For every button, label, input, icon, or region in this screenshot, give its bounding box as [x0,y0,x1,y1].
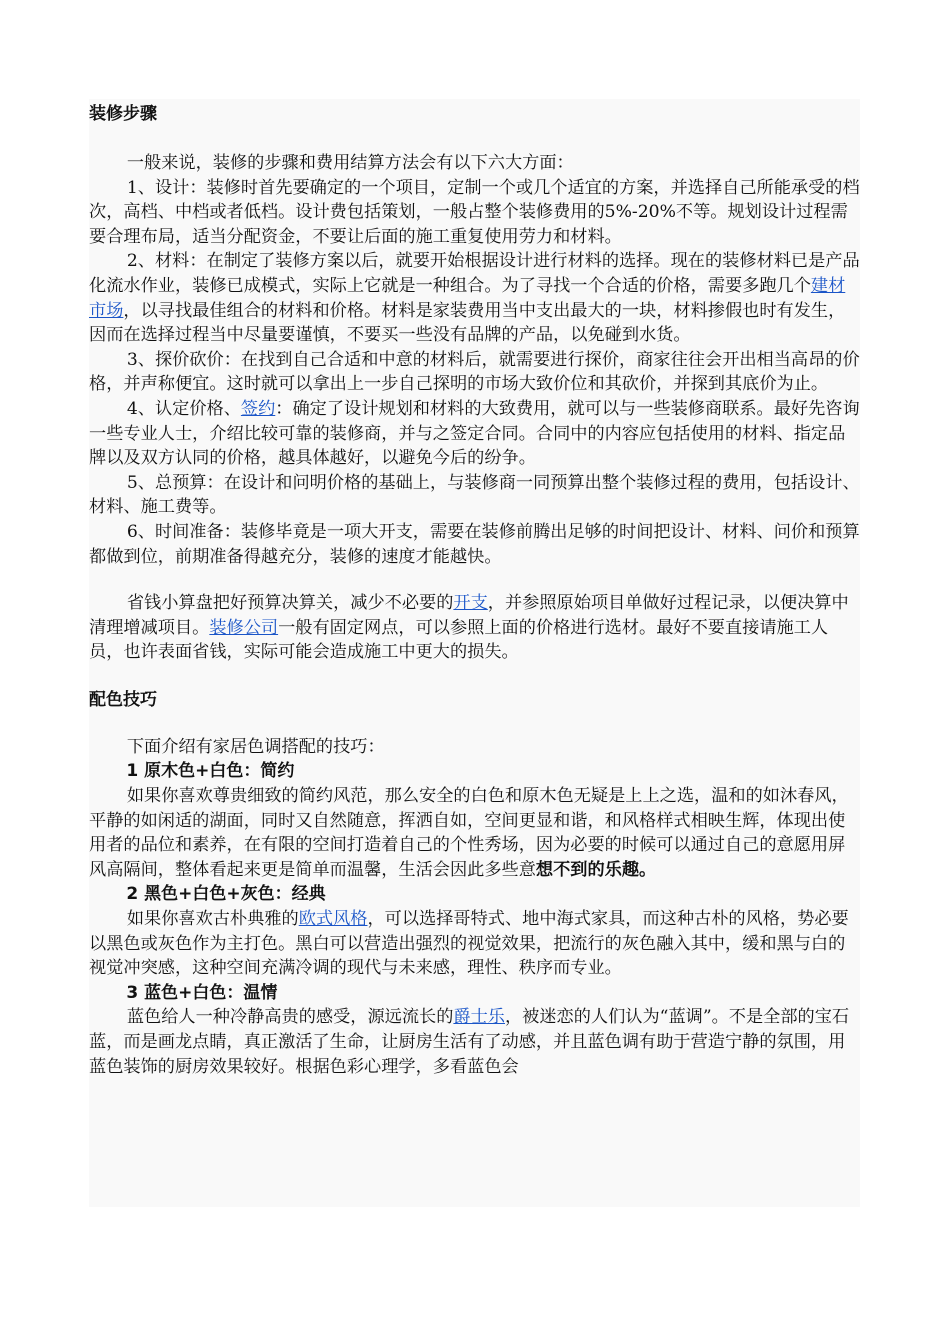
color-scheme-2-text-b: ，可以选择哥特式、地中海式家具，而这种古朴的风格，势必要以黑色或灰色作为主打色。黑白可以营造出强烈的视觉效果，把流行的灰色融入其中，缓和黑与白的视觉冲突感，这种空间充满冷调的现代与未来感，理性、秩序而专业。 [89,909,849,979]
section-title-steps: 装修步骤 [89,104,157,124]
color-scheme-3-text-b: ，被迷恋的人们认为“蓝调”。不是全部的宝石蓝，而是画龙点睛，真正激活了生命，让厨房生活有了动感，并且蓝色调有助于营造宁静的氛围，用蓝色装饰的厨房效果较好。根据色彩心理学，多看蓝色会 [89,1007,850,1077]
colors-intro: 下面介绍有家居色调搭配的技巧： [126,736,385,757]
color-scheme-2-text [89,907,860,981]
saving-tip [89,591,860,665]
steps-intro: 一般来说，装修的步骤和费用结算方法会有以下六大方面： [126,153,574,173]
link-decoration-company[interactable]: 装修公司 [209,617,279,638]
color-scheme-2-text-a: 如果你喜欢古朴典雅的 [126,909,299,930]
step-time: 6、时间准备：装修毕竟是一项大开支，需要在装修前腾出足够的时间把设计、材料、问价和预算都做到位，前期准备得越充分，装修的速度才能越快。 [89,521,860,567]
step-contract [89,397,860,471]
document-panel [89,99,860,1207]
color-scheme-1-text [89,784,860,882]
step-materials-text-b: ，以寻找最佳组合的材料和价格。材料是家装费用当中支出最大的一块，材料掺假也时有发生，因而在选择过程当中尽量要谨慎，不要买一些没有品牌的产品，以免碰到水货。 [89,300,846,346]
color-scheme-3-text [89,1005,860,1079]
link-jazz[interactable]: 爵士乐 [453,1007,505,1028]
step-materials-text-a: 2、材料：在制定了装修方案以后，就要开始根据设计进行材料的选择。现在的装修材料已是产品化流水作业，装修已成模式，实际上它就是一种组合。为了寻找一个合适的价格，需要多跑几个 [89,251,860,296]
color-scheme-3-text-a: 蓝色给人一种冷静高贵的感受，源远流长的 [126,1007,454,1028]
saving-tip-text-a: 省钱小算盘把好预算决算关，减少不必要的 [126,593,454,614]
link-expenses[interactable]: 开支 [453,593,488,614]
link-building-materials-market[interactable]: 建材市场 [89,275,846,321]
saving-tip-text-c: 一般有固定网点，可以参照上面的价格进行选材。最好不要直接请施工人员，也许表面省钱，实际可能会造成施工中更大的损失。 [89,617,829,663]
link-european-style[interactable]: 欧式风格 [298,909,368,930]
step-contract-text-b: ：确定了设计规划和材料的大致费用，就可以与一些装修商联系。最好先咨询一些专业人士，介绍比较可靠的装修商，并与之签定合同。合同中的内容应包括使用的材料、指定品牌以及双方认同的价格，越具体越好，以避免今后的纷争。 [89,398,860,469]
color-scheme-3-title: 3 蓝色+白色：温情 [126,982,278,1003]
document-content [89,99,860,1079]
color-scheme-1-title: 1 原木色+白色：简约 [126,761,295,782]
section-title-colors: 配色技巧 [89,689,157,710]
saving-tip-text-b: ，并参照原始项目单做好过程记录，以便决算中清理增减项目。 [89,593,849,638]
step-design: 1、设计：装修时首先要确定的一个项目，定制一个或几个适宜的方案，并选择自己所能承受的档次，高档、中档或者低档。设计费包括策划，一般占整个装修费用的5%-20%不等。规划设计过程需要合理布局，适当分配资金，不要让后面的施工重复使用劳力和材料。 [89,177,860,247]
color-scheme-2-title: 2 黑色+白色+灰色：经典 [126,884,326,905]
link-sign-contract[interactable]: 签约 [240,398,276,419]
step-contract-text-a: 4、认定价格、 [126,398,241,419]
step-budget: 5、总预算：在设计和问明价格的基础上，与装修商一同预算出整个装修过程的费用，包括设计、材料、施工费等。 [89,472,860,518]
step-bargain: 3、探价砍价：在找到自己合适和中意的材料后，就需要进行探价，商家往往会开出相当高昂的价格，并声称便宜。这时就可以拿出上一步自己探明的市场大致价位和其砍价，并探到其底价为止。 [89,349,860,395]
color-scheme-1-bold: 想不到的乐趣。 [535,859,657,880]
step-materials [89,249,860,347]
color-scheme-1-text-a: 如果你喜欢尊贵细致的简约风范，那么安全的白色和原木色无疑是上上之选，温和的如沐春风，平静的如闲适的湖面，同时又自然随意，挥洒自如，空间更显和谐，和风格样式相映生辉，体现出使用者的品位和素养，在有限的空间打造着自己的个性秀场，因为必要的时候可以通过自己的意愿用屏风高隔间，整体看起来更是简单而温馨，生活会因此多些意 [89,786,849,880]
